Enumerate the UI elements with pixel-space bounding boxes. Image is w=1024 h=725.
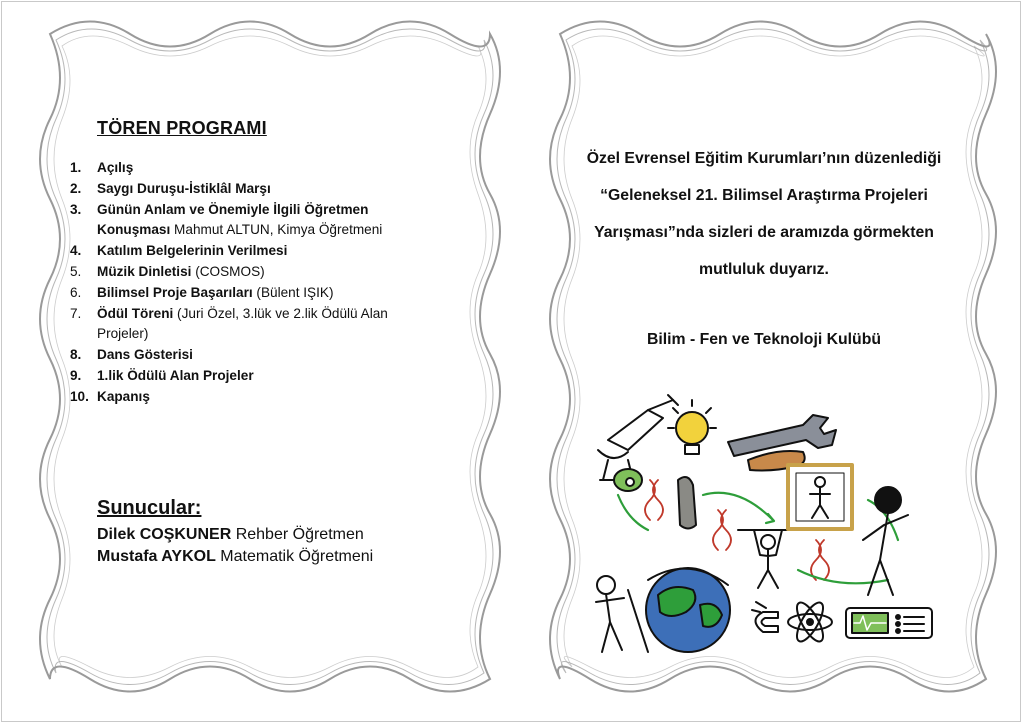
program-list (70, 158, 430, 408)
monitor-icon (846, 608, 932, 638)
program-item (70, 366, 430, 387)
program-item (70, 345, 430, 366)
item-title-cont: Konuşması (97, 222, 171, 238)
item-title: Açılış (97, 160, 134, 175)
item-number: 3. (70, 201, 82, 217)
lightbulb-icon (668, 400, 716, 454)
item-number: 10. (70, 388, 89, 404)
presenter-role: Matematik Öğretmeni (215, 548, 374, 565)
club-name: Bilim - Fen ve Teknoloji Kulübü (646, 331, 882, 348)
presenter-name: Mustafa AYKOL (97, 548, 216, 565)
item-number: 7. (70, 305, 82, 321)
dna-icon (645, 480, 663, 520)
presenters-title: Sunucular: (97, 497, 202, 519)
program-item (70, 283, 430, 304)
invitation-line: Yarışması”nda sizleri de aramızda görmekten (594, 224, 934, 241)
item-title: Bilimsel Proje Başarıları (97, 284, 253, 300)
presenter-role: Rehber Öğretmen (231, 526, 364, 543)
presenter-name: Dilek COŞKUNER (97, 526, 232, 543)
item-number: 1. (70, 160, 82, 175)
item-number: 9. (70, 367, 82, 383)
stick-figure-icon (596, 576, 648, 652)
invitation-line: “Geleneksel 21. Bilimsel Araştırma Projeleri (600, 187, 928, 204)
item-detail: (Bülent IŞIK) (252, 284, 334, 300)
item-title: 1.lik Ödülü Alan Projeler (97, 367, 254, 383)
stone-icon (678, 477, 696, 529)
item-number: 8. (70, 347, 82, 363)
magnet-icon (752, 602, 778, 632)
item-title: Ödül Töreni (97, 305, 174, 321)
item-title: Dans Gösterisi (97, 347, 193, 363)
item-number: 6. (70, 284, 82, 300)
program-item (70, 200, 430, 242)
program-item (70, 179, 430, 200)
dna-icon (713, 510, 731, 550)
wrench-icon (728, 415, 836, 471)
item-number: 5. (70, 263, 82, 279)
cell-icon (614, 469, 642, 491)
dna-icon (811, 540, 829, 580)
item-number: 2. (70, 180, 82, 196)
atom-icon (788, 599, 832, 645)
item-title: Günün Anlam ve Önemiyle İlgili Öğretmen (97, 201, 369, 217)
arrow-icon (618, 493, 898, 584)
program-item (70, 158, 430, 179)
program-item (70, 387, 430, 408)
invitation-section (560, 140, 968, 349)
program-item (70, 262, 430, 283)
stick-figure-icon (863, 487, 908, 595)
item-title: Katılım Belgelerinin Verilmesi (97, 243, 288, 259)
program-item (70, 241, 430, 262)
item-detail: (Juri Özel, 3.lük ve 2.lik Ödülü Alan Projeler) (97, 305, 388, 342)
item-detail: (COSMOS) (191, 263, 265, 279)
item-title: Müzik Dinletisi (97, 263, 192, 279)
science-doodles (588, 390, 968, 660)
stick-figure-icon (738, 530, 798, 588)
program-item (70, 304, 430, 346)
invitation-line: Özel Evrensel Eğitim Kurumları’nın düzenlediği (586, 150, 942, 167)
item-detail: Mahmut ALTUN, Kimya Öğretmeni (170, 222, 383, 238)
item-number: 4. (70, 243, 82, 259)
picture-frame-icon (788, 465, 852, 529)
program-title: TÖREN PROGRAMI (97, 118, 267, 138)
invitation-line: mutluluk duyarız. (699, 261, 829, 278)
item-title: Kapanış (97, 388, 150, 404)
presenters-section (97, 497, 457, 568)
science-illustration (588, 390, 968, 660)
globe-icon (646, 568, 730, 652)
item-title: Saygı Duruşu-İstiklâl Marşı (97, 180, 271, 196)
presenter-line (97, 524, 457, 546)
presenter-line (97, 546, 457, 568)
syringe-icon (598, 395, 678, 480)
